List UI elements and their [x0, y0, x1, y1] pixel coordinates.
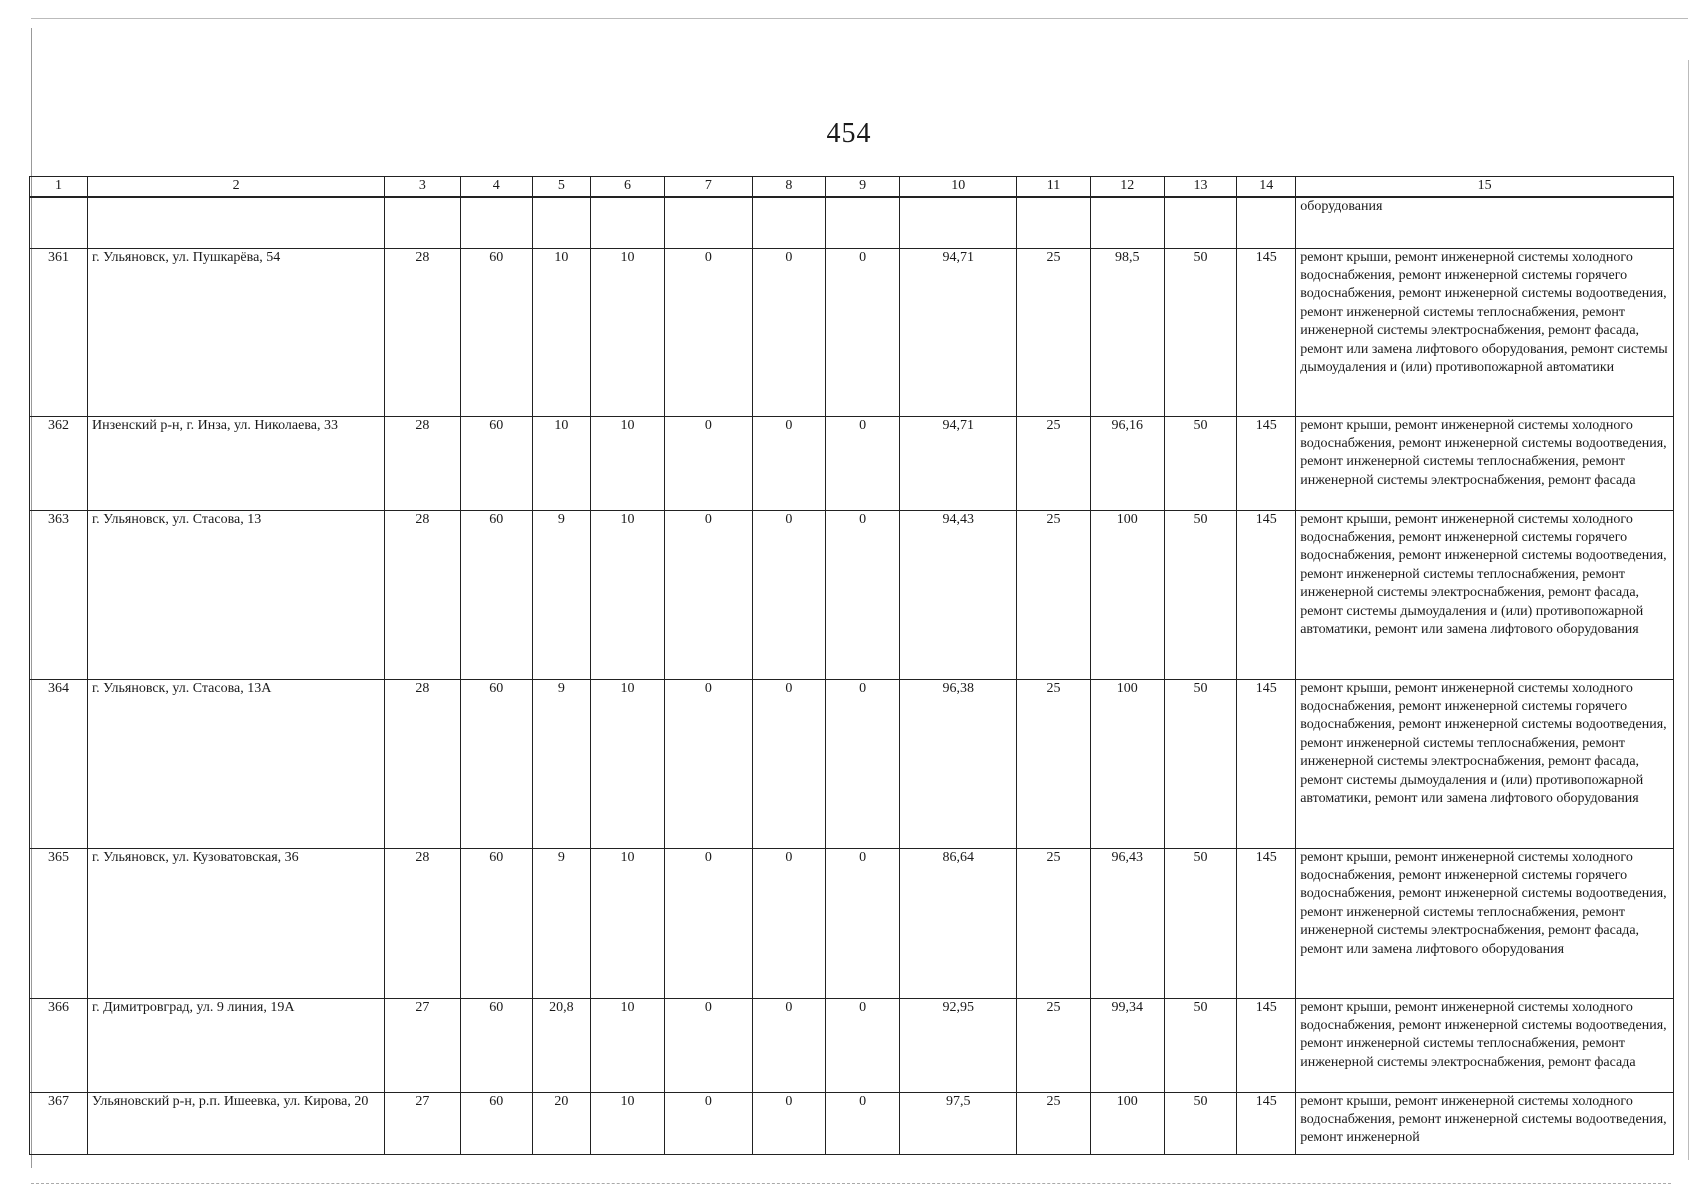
address-cell: г. Ульяновск, ул. Стасова, 13	[88, 510, 385, 679]
row-number-cell: 363	[30, 510, 88, 679]
table-cell: 145	[1237, 248, 1296, 416]
table-cell: 0	[825, 998, 899, 1092]
table-cell: 0	[825, 510, 899, 679]
table-cell: 98,5	[1090, 248, 1164, 416]
address-cell: г. Ульяновск, ул. Кузоватовская, 36	[88, 848, 385, 998]
table-cell: 97,5	[900, 1092, 1017, 1154]
table-cell: 25	[1017, 510, 1090, 679]
table-cell	[385, 197, 460, 248]
row-number-cell: 364	[30, 679, 88, 848]
row-number-cell: 365	[30, 848, 88, 998]
table-cell: 96,16	[1090, 416, 1164, 510]
table-row	[30, 248, 1674, 416]
column-header: 2	[88, 177, 385, 198]
table-cell: 60	[460, 248, 532, 416]
table-cell: 145	[1237, 416, 1296, 510]
table-cell: 0	[665, 416, 753, 510]
table-cell: 145	[1237, 679, 1296, 848]
table-cell: 60	[460, 416, 532, 510]
table-cell: 145	[1237, 1092, 1296, 1154]
column-number-row	[30, 177, 1674, 198]
table-cell: 28	[385, 416, 460, 510]
table-cell: 96,43	[1090, 848, 1164, 998]
table-cell: 145	[1237, 998, 1296, 1092]
table-cell: 0	[665, 1092, 753, 1154]
column-header: 15	[1296, 177, 1674, 198]
table-cell: 25	[1017, 998, 1090, 1092]
address-cell: г. Ульяновск, ул. Пушкарёва, 54	[88, 248, 385, 416]
table-cell	[590, 197, 664, 248]
address-cell: г. Ульяновск, ул. Стасова, 13А	[88, 679, 385, 848]
table-cell: 50	[1164, 1092, 1236, 1154]
row-number-cell: 366	[30, 998, 88, 1092]
repair-program-table	[29, 176, 1674, 1155]
table-cell: 96,38	[900, 679, 1017, 848]
table-cell: 0	[825, 1092, 899, 1154]
table-cell: 0	[825, 679, 899, 848]
table-cell: 100	[1090, 679, 1164, 848]
table-cell: 0	[825, 848, 899, 998]
table-cell: 20	[532, 1092, 590, 1154]
table-cell	[1090, 197, 1164, 248]
table-cell: 9	[532, 510, 590, 679]
table-cell: 10	[590, 998, 664, 1092]
works-cell: ремонт крыши, ремонт инженерной системы холодного водоснабжения, ремонт инженерной системы горячего водоснабжения, ремонт инженерной системы водоотведения, ремонт инженерной системы теплоснабжения, ремонт инженерной системы электроснабжения, ремонт фасада, ремонт системы дымоудаления и (или) противопожарной автоматики, ремонт или замена лифтового оборудования	[1296, 679, 1674, 848]
table-cell	[752, 197, 825, 248]
table-cell: 0	[752, 510, 825, 679]
table-cell: 145	[1237, 510, 1296, 679]
table-row	[30, 998, 1674, 1092]
table-cell: 0	[665, 510, 753, 679]
table-cell: 94,43	[900, 510, 1017, 679]
table-cell	[30, 197, 88, 248]
table-cell: 0	[825, 416, 899, 510]
table-cell: 0	[752, 998, 825, 1092]
continuation-row	[30, 197, 1674, 248]
table-cell: 10	[590, 848, 664, 998]
table-cell: 99,34	[1090, 998, 1164, 1092]
column-header: 14	[1237, 177, 1296, 198]
table-cell: 0	[665, 248, 753, 416]
table-cell: 0	[752, 1092, 825, 1154]
page-frame-right	[1688, 60, 1689, 1160]
column-header: 13	[1164, 177, 1236, 198]
column-header: 5	[532, 177, 590, 198]
table-cell: 28	[385, 679, 460, 848]
column-header: 9	[825, 177, 899, 198]
table-row	[30, 848, 1674, 998]
table-cell	[900, 197, 1017, 248]
row-number-cell: 367	[30, 1092, 88, 1154]
table-cell: 27	[385, 998, 460, 1092]
table-cell: 100	[1090, 1092, 1164, 1154]
table-cell: 60	[460, 1092, 532, 1154]
table-cell: 10	[590, 1092, 664, 1154]
table-cell: 10	[590, 248, 664, 416]
works-cell: ремонт крыши, ремонт инженерной системы холодного водоснабжения, ремонт инженерной системы водоотведения, ремонт инженерной системы теплоснабжения, ремонт инженерной системы электроснабжения, ремонт фасада	[1296, 998, 1674, 1092]
table-cell	[825, 197, 899, 248]
table-cell: 28	[385, 848, 460, 998]
column-header: 4	[460, 177, 532, 198]
column-header: 7	[665, 177, 753, 198]
column-header: 6	[590, 177, 664, 198]
column-header: 8	[752, 177, 825, 198]
table-cell: 0	[752, 416, 825, 510]
table-cell: 100	[1090, 510, 1164, 679]
column-header: 10	[900, 177, 1017, 198]
table-cell	[88, 197, 385, 248]
column-header: 1	[30, 177, 88, 198]
works-cell: ремонт крыши, ремонт инженерной системы холодного водоснабжения, ремонт инженерной системы водоотведения, ремонт инженерной	[1296, 1092, 1674, 1154]
page-frame-bottom	[31, 1183, 1671, 1184]
table-cell: 0	[665, 679, 753, 848]
table-row	[30, 510, 1674, 679]
table-cell	[1017, 197, 1090, 248]
table-cell: 0	[665, 998, 753, 1092]
table-cell	[1237, 197, 1296, 248]
table-cell: 60	[460, 679, 532, 848]
table-cell: 145	[1237, 848, 1296, 998]
table-cell: 50	[1164, 416, 1236, 510]
table-cell: 60	[460, 848, 532, 998]
table-cell: 25	[1017, 248, 1090, 416]
table-cell: 0	[825, 248, 899, 416]
row-number-cell: 361	[30, 248, 88, 416]
table-cell: 20,8	[532, 998, 590, 1092]
table-cell: 10	[590, 510, 664, 679]
table-cell	[665, 197, 753, 248]
table-row	[30, 416, 1674, 510]
table-cell: 92,95	[900, 998, 1017, 1092]
table-cell: 50	[1164, 248, 1236, 416]
works-cell: ремонт крыши, ремонт инженерной системы холодного водоснабжения, ремонт инженерной системы горячего водоснабжения, ремонт инженерной системы водоотведения, ремонт инженерной системы теплоснабжения, ремонт инженерной системы электроснабжения, ремонт фасада, ремонт или замена лифтового оборудования, ремонт системы дымоудаления и (или) противопожарной автоматики	[1296, 248, 1674, 416]
table-cell: 25	[1017, 1092, 1090, 1154]
table-cell: оборудования	[1296, 197, 1674, 248]
table-cell: 0	[752, 248, 825, 416]
table-cell	[532, 197, 590, 248]
table-cell: 50	[1164, 679, 1236, 848]
table-cell: 94,71	[900, 248, 1017, 416]
works-cell: ремонт крыши, ремонт инженерной системы холодного водоснабжения, ремонт инженерной системы водоотведения, ремонт инженерной системы теплоснабжения, ремонт инженерной системы электроснабжения, ремонт фасада	[1296, 416, 1674, 510]
table-cell: 28	[385, 248, 460, 416]
table-row	[30, 679, 1674, 848]
column-header: 12	[1090, 177, 1164, 198]
table-cell: 60	[460, 510, 532, 679]
table-cell: 9	[532, 848, 590, 998]
page-frame-top	[31, 18, 1688, 19]
table-cell: 10	[590, 416, 664, 510]
table-cell: 86,64	[900, 848, 1017, 998]
table-cell: 10	[532, 416, 590, 510]
row-number-cell: 362	[30, 416, 88, 510]
table-cell: 94,71	[900, 416, 1017, 510]
column-header: 11	[1017, 177, 1090, 198]
table-cell: 25	[1017, 848, 1090, 998]
works-cell: ремонт крыши, ремонт инженерной системы холодного водоснабжения, ремонт инженерной системы горячего водоснабжения, ремонт инженерной системы водоотведения, ремонт инженерной системы теплоснабжения, ремонт инженерной системы электроснабжения, ремонт фасада, ремонт системы дымоудаления и (или) противопожарной автоматики, ремонт или замена лифтового оборудования	[1296, 510, 1674, 679]
address-cell: г. Димитровград, ул. 9 линия, 19А	[88, 998, 385, 1092]
table-row	[30, 1092, 1674, 1154]
address-cell: Инзенский р-н, г. Инза, ул. Николаева, 33	[88, 416, 385, 510]
table-cell: 10	[532, 248, 590, 416]
table-cell	[1164, 197, 1236, 248]
column-header: 3	[385, 177, 460, 198]
table-cell: 0	[752, 679, 825, 848]
table-cell: 50	[1164, 510, 1236, 679]
table-cell: 9	[532, 679, 590, 848]
table-cell: 0	[665, 848, 753, 998]
table-cell: 28	[385, 510, 460, 679]
works-cell: ремонт крыши, ремонт инженерной системы холодного водоснабжения, ремонт инженерной системы горячего водоснабжения, ремонт инженерной системы водоотведения, ремонт инженерной системы теплоснабжения, ремонт инженерной системы электроснабжения, ремонт фасада, ремонт или замена лифтового оборудования	[1296, 848, 1674, 998]
table-cell: 60	[460, 998, 532, 1092]
table-cell: 50	[1164, 848, 1236, 998]
table-cell	[460, 197, 532, 248]
table-cell: 0	[752, 848, 825, 998]
table-cell: 27	[385, 1092, 460, 1154]
table-cell: 25	[1017, 679, 1090, 848]
page-number: 454	[826, 118, 872, 149]
table-cell: 25	[1017, 416, 1090, 510]
table-cell: 10	[590, 679, 664, 848]
table-cell: 50	[1164, 998, 1236, 1092]
address-cell: Ульяновский р-н, р.п. Ишеевка, ул. Кирова, 20	[88, 1092, 385, 1154]
